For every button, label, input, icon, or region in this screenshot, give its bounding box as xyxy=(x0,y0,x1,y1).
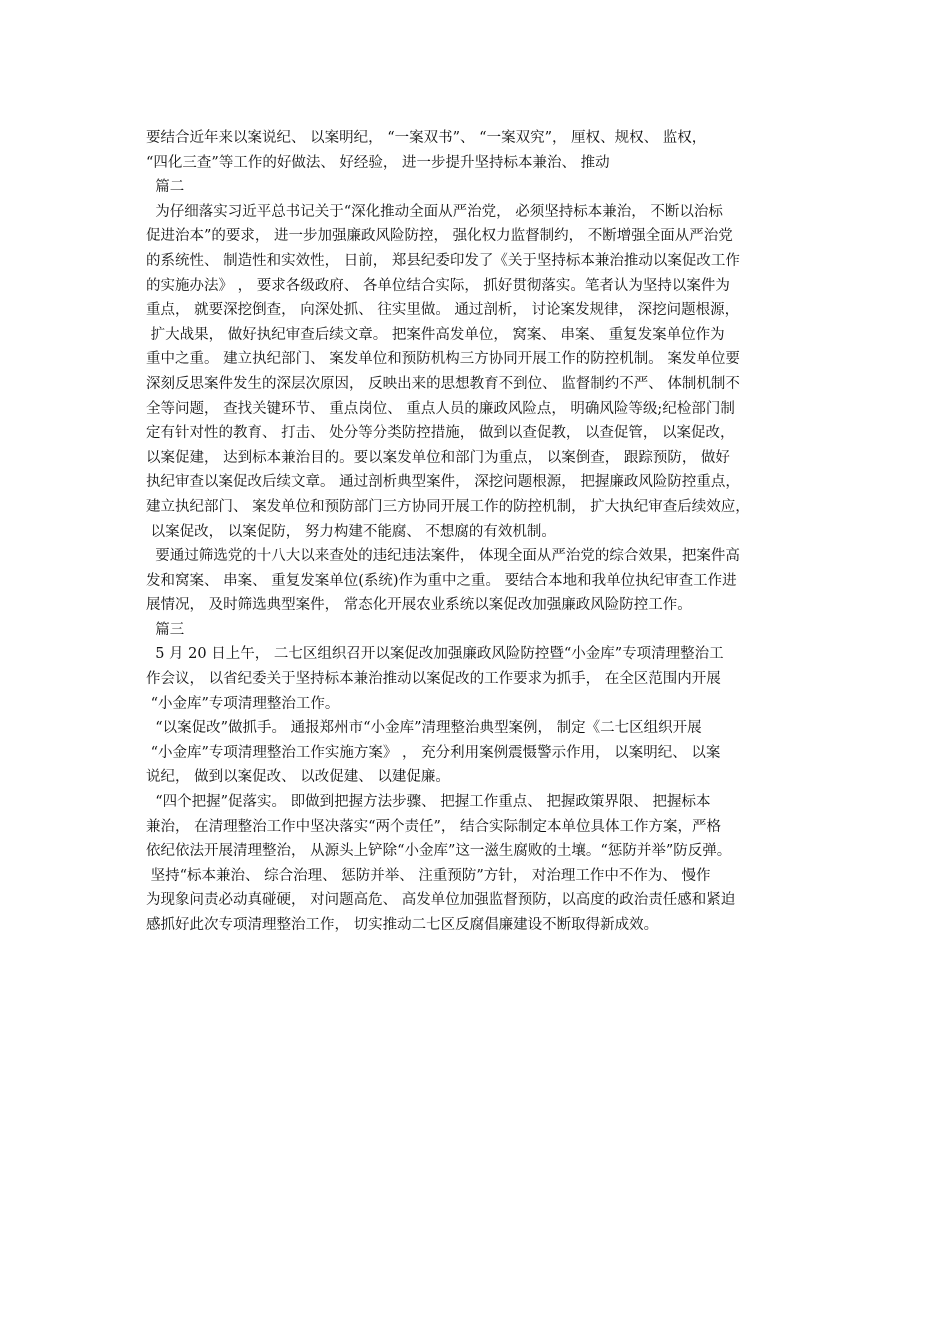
text-line: 定有针对性的教育、 打击、 处分等分类防控措施， 做到以查促教， 以查促管， 以案促改， xyxy=(146,425,735,442)
text-line: 说纪， 做到以案促改、 以改促建、 以建促廉。 xyxy=(146,769,450,786)
text-line: 的系统性、 制造性和实效性， 日前， 郑县纪委印发了《关于坚持标本兼治推动以案促改工作 xyxy=(146,252,740,269)
text-line: 篇三 xyxy=(146,621,185,638)
text-line: 兼治， 在清理整治工作中坚决落实“两个责任”， 结合实际制定本单位具体工作方案，严格 xyxy=(146,818,722,835)
text-line: 坚持“标本兼治、 综合治理、 惩防并举、 注重预防”方针， 对治理工作中不作为、 慢作 xyxy=(146,867,711,884)
text-line: 依纪依法开展清理整治， 从源头上铲除“小金库”这一滋生腐败的土壤。“惩防并举”防反弹。 xyxy=(146,843,732,860)
text-line: 执纪审查以案促改后续文章。 通过剖析典型案件， 深挖问题根源， 把握廉政风险防控重点， xyxy=(146,474,740,491)
document-body xyxy=(146,126,826,938)
text-line: 5 月 20 日上午， 二七区组织召开以案促改加强廉政风险防控暨“小金库”专项清理整治工 xyxy=(146,646,724,663)
text-line: 深刻反思案件发生的深层次原因， 反映出来的思想教育不到位、 监督制约不严、 体制机制不 xyxy=(146,375,740,392)
text-line: 要结合近年来以案说纪、 以案明纪， “一案双书”、 “一案双究”， 厘权、规权、 监权， xyxy=(146,130,707,146)
text-line: 建立执纪部门、 案发单位和预防部门三方协同开展工作的防控机制， 扩大执纪审查后续效应， xyxy=(146,498,750,515)
text-line: 篇二 xyxy=(146,179,185,196)
text-line: 以案促改， 以案促防， 努力构建不能腐、 不想腐的有效机制。 xyxy=(146,523,556,540)
text-line: 扩大战果， 做好执纪审查后续文章。 把案件高发单位， 窝案、 串案、 重复发案单位作为 xyxy=(146,326,725,343)
text-line: 的实施办法》 ， 要求各级政府、 各单位结合实际， 抓好贯彻落实。笔者认为坚持以案件为 xyxy=(146,277,730,294)
text-line: “以案促改”做抓手。 通报郑州市“小金库”清理整治典型案例， 制定《二七区组织开展 xyxy=(146,720,702,737)
text-line: 以案促建， 达到标本兼治目的。要以案发单位和部门为重点， 以案倒查， 跟踪预防， 做好 xyxy=(146,449,730,466)
text-line: “小金库”专项清理整治工作。 xyxy=(146,695,340,712)
text-line: “四个把握”促落实。 即做到把握方法步骤、 把握工作重点、 把握政策界限、 把握标本 xyxy=(146,794,711,811)
text-line: 展情况， 及时筛选典型案件， 常态化开展农业系统以案促改加强廉政风险防控工作。 xyxy=(146,597,692,614)
text-line: 要通过筛选党的十八大以来查处的违纪违法案件， 体现全面从严治党的综合效果，把案件高 xyxy=(146,548,740,565)
text-line: “小金库”专项清理整治工作实施方案》 ， 充分利用案例震慑警示作用， 以案明纪、 以案 xyxy=(146,744,721,761)
text-line: 作会议， 以省纪委关于坚持标本兼治推动以案促改的工作要求为抓手， 在全区范围内开展 xyxy=(146,671,721,688)
text-line: 促进治本”的要求， 进一步加强廉政风险防控， 强化权力监督制约， 不断增强全面从严治党 xyxy=(146,228,733,245)
text-line: 重点， 就要深挖倒查， 向深处抓、 往实里做。 通过剖析， 讨论案发规律， 深挖问题根源， xyxy=(146,302,740,319)
text-line: 感抓好此次专项清理整治工作， 切实推动二七区反腐倡廉建设不断取得新成效。 xyxy=(146,917,659,933)
text-line: 全等问题， 查找关键环节、 重点岗位、 重点人员的廉政风险点， 明确风险等级;纪检部门制 xyxy=(146,400,735,417)
text-line: 为现象问责必动真碰硬， 对问题高危、 高发单位加强监督预防，以高度的政治责任感和紧迫 xyxy=(146,892,736,909)
text-line: “四化三查”等工作的好做法、 好经验， 进一步提升坚持标本兼治、 推动 xyxy=(146,154,610,171)
text-line: 发和窝案、 串案、 重复发案单位(系统)作为重中之重。 要结合本地和我单位执纪审查工作进 xyxy=(146,572,737,589)
text-line: 重中之重。 建立执纪部门、 案发单位和预防机构三方协同开展工作的防控机制。 案发单位要 xyxy=(146,351,740,368)
text-line: 为仔细落实习近平总书记关于“深化推动全面从严治党， 必须坚持标本兼治， 不断以治标 xyxy=(146,203,723,220)
